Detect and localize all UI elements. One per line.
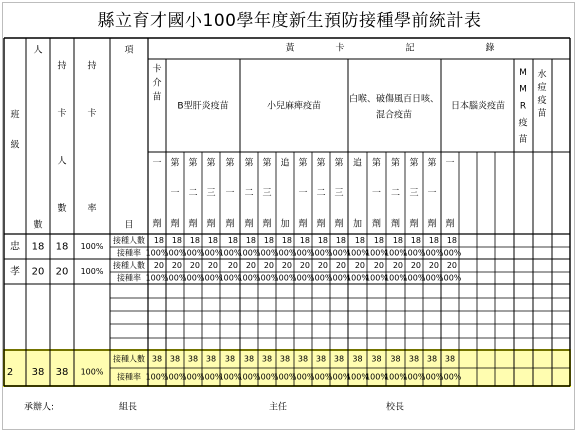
vaccinated-count: 38 <box>261 354 273 364</box>
card-rate: 100% <box>80 242 104 251</box>
card-rate: 100% <box>80 367 104 377</box>
class-name: 2 <box>6 367 14 378</box>
dose-label: 一 <box>152 158 162 169</box>
dose-label: 加 <box>352 219 363 230</box>
dose-label: 一 <box>445 158 455 169</box>
vaccine-varicella-header: 水 <box>537 70 547 80</box>
dose-label: 劑 <box>390 219 401 230</box>
vaccinated-count: 18 <box>410 236 421 245</box>
dose-label: 第 <box>244 158 254 169</box>
dose-label: 追 <box>280 158 290 169</box>
vaccinated-count: 18 <box>446 236 457 245</box>
dose-label: 劑 <box>244 219 254 230</box>
vaccination-rate: 100% <box>327 273 351 283</box>
yellow-card-record-header: 錄 <box>485 43 495 54</box>
dose-label: 一 <box>225 188 235 199</box>
vaccination-rate: 100% <box>255 372 279 382</box>
card-holder-count: 38 <box>55 367 69 378</box>
dose-label: 二 <box>316 188 326 199</box>
vaccination-rate: 100% <box>218 372 242 382</box>
vaccination-rate: 100% <box>273 248 297 258</box>
dose-label: 第 <box>390 158 401 169</box>
vaccination-rate: 100% <box>291 248 315 258</box>
card-rate-column-header: 率 <box>87 203 97 214</box>
vaccinated-count: 18 <box>317 236 328 245</box>
vaccinated-count: 20 <box>171 261 182 270</box>
vaccinated-count: 18 <box>245 236 256 245</box>
vaccine-dtp-header: 混合疫苗 <box>375 110 413 121</box>
vaccinated-count: 20 <box>317 261 328 270</box>
vaccinated-count: 18 <box>392 236 403 245</box>
dose-label: 三 <box>409 188 419 199</box>
vaccine-mmr-header: 疫 <box>518 118 528 129</box>
vaccine-mmr-header: R <box>519 101 527 112</box>
class-column-header: 班 <box>10 110 20 121</box>
vaccination-rate: 100% <box>199 372 223 382</box>
row-label-rate: 接種率 <box>117 273 141 283</box>
row-label-count: 接種人數 <box>113 236 145 245</box>
vaccine-mmr-header: M <box>519 67 527 78</box>
row-label-count: 接種人數 <box>113 354 145 364</box>
vaccine-mmr-header: M <box>519 84 527 95</box>
card-holder-column-header: 持 <box>57 61 67 72</box>
vaccine-varicella-header: 疫 <box>537 96 547 106</box>
dose-label: 三 <box>206 188 216 199</box>
footer-handler: 承辦人: <box>24 402 55 413</box>
vaccinated-count: 38 <box>390 354 401 364</box>
vaccinated-count: 18 <box>263 236 274 245</box>
vaccinated-count: 38 <box>169 354 181 364</box>
vaccine-varicella-header: 痘 <box>537 83 547 93</box>
vaccinated-count: 18 <box>335 236 346 245</box>
dose-label: 劑 <box>206 219 216 230</box>
vaccination-rate: 100% <box>365 248 388 258</box>
vaccinated-count: 38 <box>352 354 363 364</box>
dose-label: 加 <box>280 219 290 230</box>
vaccination-rate: 100% <box>145 273 169 283</box>
dose-label: 劑 <box>334 219 344 230</box>
vaccination-rate: 100% <box>237 372 261 382</box>
vaccinated-count: 38 <box>224 354 236 364</box>
vaccinated-count: 38 <box>205 354 217 364</box>
vaccination-rate: 100% <box>237 273 261 283</box>
vaccination-rate: 100% <box>218 248 242 258</box>
vaccine-bcg-header: 介 <box>152 78 162 89</box>
sheet-title: 縣立育才國小100學年度新生預防接種學前統計表 <box>97 11 482 31</box>
vaccination-rate: 100% <box>273 372 297 382</box>
vaccination-rate: 100% <box>420 273 444 283</box>
people-count: 20 <box>31 266 45 278</box>
vaccinated-count: 18 <box>189 236 200 245</box>
dose-label: 第 <box>170 158 180 169</box>
card-holder-count: 20 <box>55 266 69 278</box>
vaccination-rate: 100% <box>402 248 426 258</box>
vaccination-rate: 100% <box>291 372 315 382</box>
vaccination-rate: 100% <box>255 273 279 283</box>
vaccination-rate: 100% <box>163 372 187 382</box>
vaccinated-count: 20 <box>299 261 310 270</box>
vaccine-je-header: 日本腦炎疫苗 <box>450 101 506 112</box>
vaccinated-count: 38 <box>444 354 456 364</box>
vaccinated-count: 38 <box>151 354 163 364</box>
class-name: 忠 <box>10 241 20 253</box>
vaccinated-count: 20 <box>428 261 439 270</box>
vaccination-rate: 100% <box>218 273 242 283</box>
card-holder-column-header: 數 <box>57 203 67 214</box>
vaccination-rate: 100% <box>384 372 407 382</box>
card-holder-count: 18 <box>55 241 69 253</box>
vaccination-rate: 100% <box>420 372 444 382</box>
vaccination-rate: 100% <box>346 248 369 258</box>
vaccination-rate: 100% <box>181 372 205 382</box>
footer-director: 主任 <box>268 402 288 413</box>
vaccinated-count: 20 <box>392 261 403 270</box>
vaccinated-count: 20 <box>263 261 274 270</box>
dose-label: 第 <box>188 158 198 169</box>
vaccinated-count: 20 <box>153 261 164 270</box>
footer-principal: 校長 <box>385 402 405 413</box>
vaccination-rate: 100% <box>438 248 462 258</box>
dose-label: 一 <box>371 188 382 199</box>
vaccination-rate: 100% <box>163 248 187 258</box>
vaccination-rate: 100% <box>181 248 205 258</box>
dose-label: 三 <box>334 188 344 199</box>
dose-label: 劑 <box>427 219 437 230</box>
vaccinated-count: 20 <box>189 261 200 270</box>
vaccination-rate: 100% <box>199 248 223 258</box>
vaccine-bcg-header: 苗 <box>152 92 162 103</box>
vaccinated-count: 18 <box>153 236 164 245</box>
vaccinated-count: 38 <box>315 354 327 364</box>
dose-label: 二 <box>188 188 198 199</box>
dose-label: 第 <box>225 158 235 169</box>
vaccination-rate: 100% <box>273 273 297 283</box>
vaccination-rate: 100% <box>181 273 205 283</box>
vaccinated-count: 20 <box>227 261 238 270</box>
vaccine-hepb-header: B型肝炎疫苗 <box>177 101 229 112</box>
row-label-rate: 接種率 <box>117 248 141 258</box>
vaccination-rate: 100% <box>384 248 407 258</box>
vaccine-polio-header: 小兒麻痺疫苗 <box>266 101 322 112</box>
vaccinated-count: 18 <box>428 236 439 245</box>
vaccination-rate: 100% <box>309 248 333 258</box>
dose-label: 追 <box>352 158 363 169</box>
vaccinated-count: 38 <box>279 354 291 364</box>
vaccinated-count: 38 <box>187 354 199 364</box>
vaccinated-count: 38 <box>243 354 255 364</box>
vaccinated-count: 18 <box>281 236 292 245</box>
item-column-header: 目 <box>124 220 134 231</box>
vaccination-rate: 100% <box>255 248 279 258</box>
dose-label: 劑 <box>170 219 180 230</box>
footer-section-chief: 組長 <box>118 402 138 413</box>
vaccinated-count: 20 <box>207 261 218 270</box>
dose-label: 一 <box>298 188 308 199</box>
vaccinated-count: 18 <box>207 236 218 245</box>
vaccinated-count: 20 <box>410 261 421 270</box>
card-rate-column-header: 持 <box>87 61 97 72</box>
vaccinated-count: 18 <box>227 236 238 245</box>
people-column-header: 數 <box>33 220 43 231</box>
item-column-header: 項 <box>124 45 134 56</box>
dose-label: 二 <box>390 188 401 199</box>
vaccine-bcg-header: 卡 <box>152 64 162 75</box>
vaccinated-count: 20 <box>281 261 292 270</box>
dose-label: 第 <box>298 158 308 169</box>
vaccination-rate: 100% <box>438 372 462 382</box>
vaccination-rate: 100% <box>309 273 333 283</box>
vaccinated-count: 38 <box>333 354 345 364</box>
vaccination-rate: 100% <box>365 273 388 283</box>
vaccine-dtp-header: 白喉、破傷風百日咳、 <box>348 94 440 105</box>
vaccine-mmr-header: 苗 <box>518 135 528 146</box>
dose-label: 劑 <box>298 219 308 230</box>
dose-label: 第 <box>316 158 326 169</box>
vaccination-rate: 100% <box>365 372 388 382</box>
vaccination-rate: 100% <box>438 273 462 283</box>
vaccinated-count: 18 <box>171 236 182 245</box>
vaccination-rate: 100% <box>145 248 169 258</box>
dose-label: 第 <box>409 158 419 169</box>
vaccination-rate: 100% <box>327 248 351 258</box>
vaccination-rate: 100% <box>402 273 426 283</box>
dose-label: 劑 <box>188 219 198 230</box>
vaccinated-count: 20 <box>335 261 346 270</box>
vaccination-rate: 100% <box>420 248 444 258</box>
card-rate: 100% <box>80 267 104 276</box>
people-count: 38 <box>31 367 45 378</box>
dose-label: 第 <box>262 158 272 169</box>
yellow-card-record-header: 黃 <box>285 43 295 54</box>
vaccination-rate: 100% <box>309 372 333 382</box>
card-holder-column-header: 人 <box>57 156 67 167</box>
vaccination-rate: 100% <box>237 248 261 258</box>
row-label-rate: 接種率 <box>117 372 141 382</box>
people-column-header: 人 <box>33 45 43 56</box>
dose-label: 三 <box>262 188 272 199</box>
vaccination-rate: 100% <box>327 372 351 382</box>
vaccinated-count: 18 <box>354 236 365 245</box>
dose-label: 劑 <box>152 219 162 230</box>
dose-label: 劑 <box>225 219 235 230</box>
dose-label: 一 <box>170 188 180 199</box>
yellow-card-record-header: 記 <box>405 43 415 54</box>
vaccinated-count: 20 <box>245 261 256 270</box>
vaccination-rate: 100% <box>291 273 315 283</box>
vaccination-rate: 100% <box>384 273 407 283</box>
vaccinated-count: 20 <box>446 261 457 270</box>
vaccinated-count: 38 <box>297 354 309 364</box>
vaccinated-count: 38 <box>426 354 438 364</box>
vaccinated-count: 20 <box>373 261 384 270</box>
vaccination-rate: 100% <box>163 273 187 283</box>
vaccination-rate: 100% <box>145 372 169 382</box>
dose-label: 劑 <box>445 219 455 230</box>
class-name: 孝 <box>10 266 20 278</box>
yellow-card-record-header: 卡 <box>335 43 345 54</box>
vaccination-rate: 100% <box>199 273 223 283</box>
people-count: 18 <box>31 241 45 253</box>
vaccinated-count: 38 <box>371 354 382 364</box>
vaccination-rate: 100% <box>346 273 369 283</box>
vaccinated-count: 18 <box>373 236 384 245</box>
class-column-header: 級 <box>10 140 20 151</box>
dose-label: 劑 <box>409 219 419 230</box>
vaccination-rate: 100% <box>346 372 369 382</box>
dose-label: 第 <box>371 158 382 169</box>
dose-label: 第 <box>206 158 216 169</box>
dose-label: 劑 <box>371 219 382 230</box>
dose-label: 第 <box>334 158 344 169</box>
dose-label: 劑 <box>316 219 326 230</box>
card-holder-column-header: 卡 <box>57 108 67 119</box>
vaccinated-count: 18 <box>299 236 310 245</box>
vaccination-rate: 100% <box>402 372 426 382</box>
card-rate-column-header: 卡 <box>87 108 97 119</box>
row-label-count: 接種人數 <box>113 261 145 270</box>
dose-label: 劑 <box>262 219 272 230</box>
vaccinated-count: 38 <box>408 354 420 364</box>
dose-label: 第 <box>427 158 437 169</box>
vaccinated-count: 20 <box>354 261 365 270</box>
dose-label: 一 <box>427 188 437 199</box>
dose-label: 二 <box>244 188 254 199</box>
vaccine-varicella-header: 苗 <box>537 109 547 119</box>
